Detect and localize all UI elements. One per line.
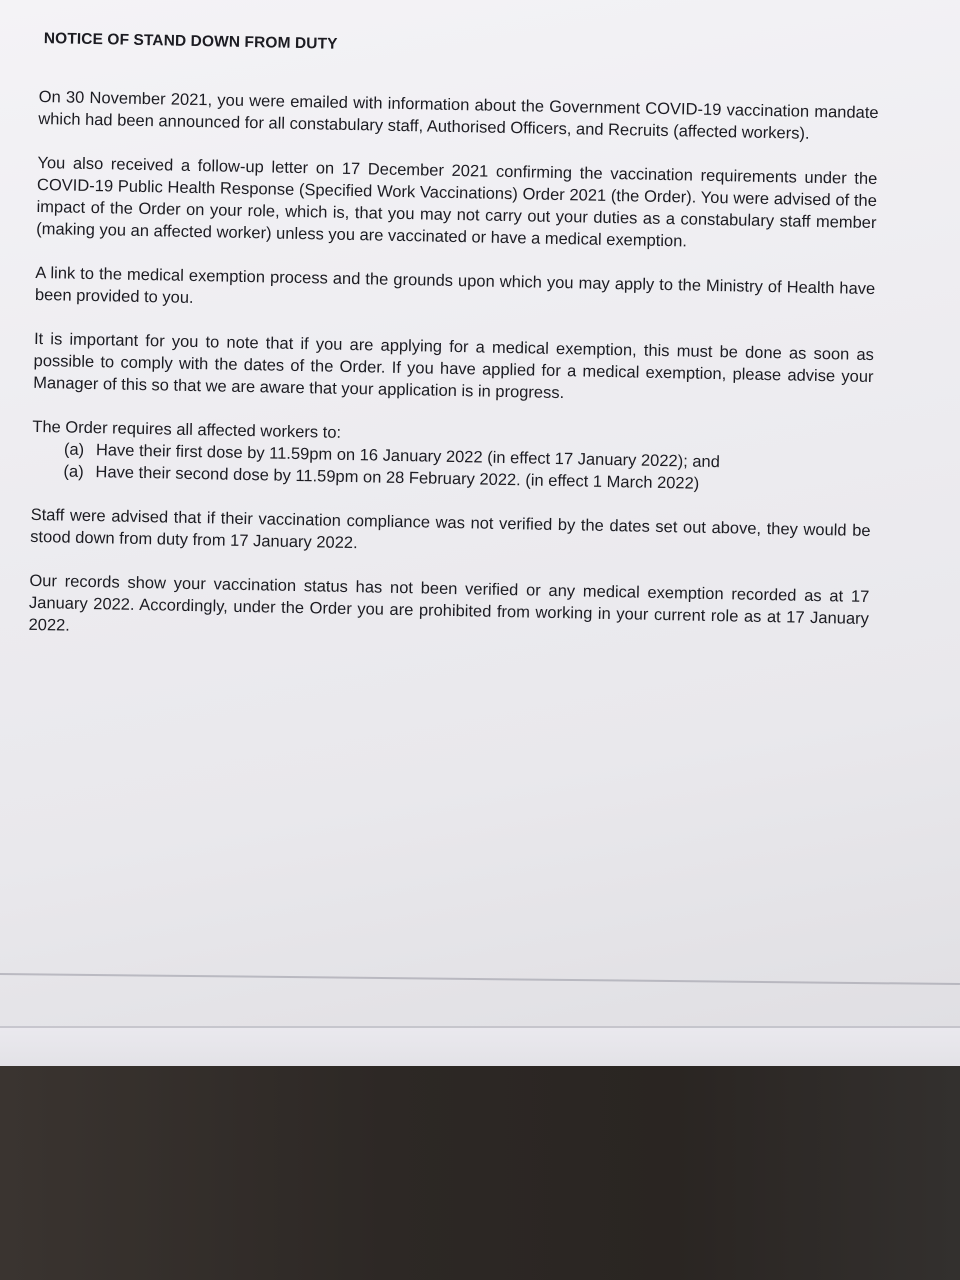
paragraph-records-status: Our records show your vaccination status has not been verified or any medical exemption recorded as at 17 January 2022. Accordingly, under the Order you are prohibited from working in your current role as at 17 January 2022. — [28, 571, 870, 635]
notice-title: NOTICE OF STAND DOWN FROM DUTY — [43, 30, 338, 53]
list-marker: (a) — [63, 462, 84, 481]
paragraph-stood-down: Staff were advised that if their vaccination compliance was not verified by the dates set out above, they would be stood down from duty from 17 January 2022. — [30, 505, 871, 553]
list-marker: (a) — [63, 440, 85, 459]
table-surface — [0, 1066, 960, 1280]
paragraph-email-notice: On 30 November 2021, you were emailed with information about the Government COVID-19 vaccination mandate which had been announced for all constabulary staff, Authorised Officers, and Recruits (affected workers). — [38, 87, 879, 143]
paragraph-follow-up-letter: You also received a follow-up letter on 17 December 2021 confirming the vaccination requirements under the COVID-19 Public Health Response (Specified Work Vaccinations) Order 2021 (the Order). You were advised of the impact of the Order on your role, which is, that you may not carry out your duties as a constabulary staff member (making you an affected worker) unless you are vaccinated or have a medical exemption. — [36, 153, 878, 251]
lower-paper-sheet — [0, 1028, 960, 1066]
paper-fold-line — [0, 973, 960, 985]
paragraph-exemption-link: A link to the medical exemption process and the grounds upon which you may apply to the Ministry of Health have been provided to you. — [34, 263, 876, 307]
list-item-text: Have their first dose by 11.59pm on 16 January 2022 (in effect 17 January 2022); and — [95, 441, 721, 472]
requirements-intro: The Order requires all affected workers to: — [32, 417, 342, 442]
letter-body — [28, 30, 880, 674]
list-item-text: Have their second dose by 11.59pm on 28 February 2022. (in effect 1 March 2022) — [95, 463, 700, 493]
requirements-list — [31, 416, 872, 498]
paragraph-exemption-advice: It is important for you to note that if you are applying for a medical exemption, this must be done as soon as possible to comply with the dates of the Order. If you have applied for a medical exemption, please advise your Manager of this so that we are aware that your application is in progress. — [33, 329, 875, 403]
